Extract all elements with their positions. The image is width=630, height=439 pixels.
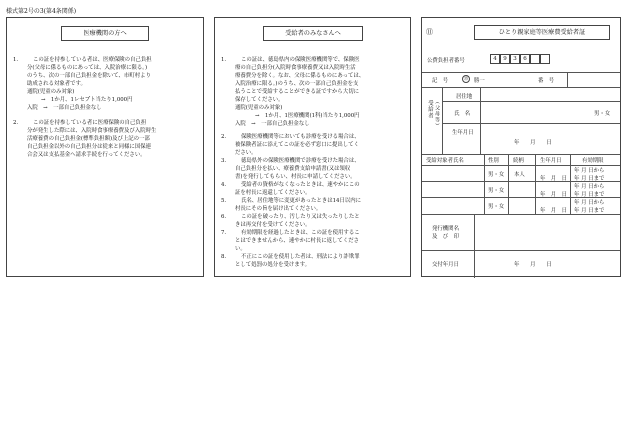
- th-relation: 続柄: [513, 158, 524, 164]
- panel-recipients: [214, 17, 411, 277]
- name-label: 氏 名: [454, 111, 471, 117]
- symbol-badge: ⑬: [463, 77, 469, 82]
- item-line: 保険医療機関等においても診療を受ける場合は、: [241, 134, 360, 140]
- item-line: 払うことで受給することができる証ですから大切に: [235, 89, 359, 95]
- item-number: 3.: [221, 158, 227, 164]
- row-valid-to: 年 月 日まで: [574, 208, 605, 214]
- p1-number: 1.: [13, 57, 19, 63]
- item-number: 5.: [221, 198, 227, 204]
- item-line: 保存してください。: [235, 97, 284, 103]
- item-line: 療の自己負担分(入院時食事療養費又は入院時生活: [235, 65, 356, 71]
- payer-digit: [530, 54, 540, 64]
- issuer-label-seal: 及 び 印: [432, 234, 459, 240]
- th-recipient-name: 受給対象者氏名: [426, 158, 464, 164]
- item-number: 4.: [221, 182, 227, 188]
- p1-line: 分(父母に係るものにあっては、入院治療に限る。): [27, 65, 148, 71]
- payer-digit: 9: [500, 54, 510, 64]
- payer-digit: 6: [520, 54, 530, 64]
- row-valid-from: 年 月 日から: [574, 184, 605, 190]
- item-line: とはできませんから、速やかに村長に返してくださ: [235, 238, 359, 244]
- row-birth: 年 月 日: [540, 176, 567, 182]
- issuer-label: 発行機関名: [432, 226, 459, 232]
- item-line: 村長にその旨を届け出てください。: [235, 206, 322, 212]
- p2-line: 自己負担金以外の自己負担分は従来と同様に国保連: [27, 144, 151, 150]
- row-gender: 男・女: [488, 188, 505, 194]
- payer-digit: [540, 54, 550, 64]
- item-line: ださい。: [235, 150, 257, 156]
- payer-digit: 3: [510, 54, 520, 64]
- item-line: 不正にこの証を使用した者は、刑法により詐欺罪: [241, 254, 360, 260]
- certificate-title: ひとり親家庭等医療費受給者証: [474, 25, 610, 40]
- item-line: この証を破ったり、汚したり又は失ったりしたと: [241, 214, 360, 220]
- recipient-sub-label: (父母等): [434, 102, 440, 126]
- panel-medical-institutions: [6, 17, 204, 277]
- item-line: 徳島県外の保険医療機関で診療を受けた場合は、: [241, 158, 360, 164]
- panel-a-body: [13, 56, 201, 159]
- row-valid-to: 年 月 日まで: [574, 192, 605, 198]
- item-line: 入院治療に限る。)のうち、次の一部自己負担金を支: [235, 81, 359, 87]
- item-line: 被保険者証に添えてこの証を必ず窓口に提出してく: [235, 142, 359, 148]
- item-line: 有効期限を経過したときは、この証を使用するこ: [241, 230, 360, 236]
- row-valid-from: 年 月 日から: [574, 200, 605, 206]
- payer-number-label: 公費負担者番号: [427, 58, 465, 64]
- row-gender: 男・女: [488, 172, 505, 178]
- symbol-label: 記 号: [432, 78, 449, 84]
- p2-line: 分が発生した際には、入院時食事療養費及び入院時生: [27, 128, 157, 134]
- item-line: 自己負担分を払い、療養費支給申請書(又は領収: [235, 166, 351, 172]
- recipient-gender: 男・女: [594, 111, 611, 117]
- symbol-value: 勝一: [474, 78, 485, 84]
- p1-line: のうち、次の一部自己負担金を除いて、市町村より: [27, 73, 151, 79]
- item-line: 療養費分を除く。なお、父母に係るものにあっては、: [235, 73, 365, 79]
- item-line: 書)を発行してもらい、村長に申請してください。: [235, 174, 356, 180]
- item-line: 証を村長に返還してください。: [235, 190, 311, 196]
- th-validity: 有効期限: [582, 158, 604, 164]
- item-number: 1.: [221, 57, 227, 63]
- panel-a-title: 医療機関の方へ: [61, 26, 149, 41]
- recipient-label: 受給者: [427, 100, 433, 120]
- row-gender: 男・女: [488, 204, 505, 210]
- certificate-number-badge: ⑪: [426, 28, 433, 36]
- item-line: 受給者の資格がなくなったときは、速やかにこの: [241, 182, 360, 188]
- row-relation: 本人: [514, 172, 525, 178]
- row-birth: 年 月 日: [540, 208, 567, 214]
- item-line: きは再交付を受けてください。: [235, 222, 311, 228]
- number-label: 番 号: [538, 78, 555, 84]
- th-gender: 性別: [488, 158, 499, 164]
- item-number: 6.: [221, 214, 227, 220]
- certificate-panel: [421, 17, 621, 277]
- p2-line: 活療養費の自己負担金(標準負担額)及び上記の一部: [27, 136, 150, 142]
- row-valid-from: 年 月 日から: [574, 168, 605, 174]
- item-line: として処罰の処分を受けます。: [235, 262, 311, 268]
- inpatient-detail: 入院 → 一部自己負担金なし: [27, 105, 102, 111]
- panel-b-body: [221, 56, 409, 269]
- item-number: 8.: [221, 254, 227, 260]
- item-line: い。: [235, 246, 246, 252]
- issue-date-value: 年 月 日: [514, 262, 552, 268]
- p1-line: 助成される対象者です。: [27, 81, 86, 87]
- item-line: この証は、徳島県内の保険医療機関等で、保険医: [241, 57, 360, 63]
- row-valid-to: 年 月 日まで: [574, 176, 605, 182]
- outpatient-label: 通院(児童のみ対象): [27, 89, 75, 95]
- row-birth: 年 月 日: [540, 192, 567, 198]
- inpatient-detail: 入院 → 一部自己負担金なし: [235, 121, 310, 127]
- issue-date-label: 交付年月日: [432, 262, 459, 268]
- birth-label: 生年月日: [452, 130, 474, 136]
- form-caption: 様式第2号の3(第4条関係): [6, 8, 77, 15]
- address-label: 居住地: [456, 94, 473, 100]
- outpatient-detail: → 1か月、1レセプト当たり1,000円: [41, 97, 133, 103]
- birth-value: 年 月 日: [514, 140, 552, 146]
- item-line: 氏名、居住地等に変更があったときは14日以内に: [241, 198, 362, 204]
- outpatient-detail: → 1か月、1医療機関(1科)当たり1,000円: [255, 113, 360, 119]
- item-number: 2.: [221, 134, 227, 140]
- p1-line: この証を持参している者は、医療保険の自己負担: [33, 57, 152, 63]
- item-number: 7.: [221, 230, 227, 236]
- p2-line: 合会又は支払基金へ請求手続を行ってください。: [27, 152, 146, 158]
- th-birth: 生年月日: [540, 158, 562, 164]
- outpatient-label: 通院(児童のみ対象): [235, 105, 283, 111]
- panel-b-title: 受給者のみなさんへ: [263, 26, 363, 41]
- p2-number: 2.: [13, 120, 19, 126]
- payer-digit: 4: [490, 54, 500, 64]
- p2-line: この証を持参している者に医療保険の自己負担: [33, 120, 147, 126]
